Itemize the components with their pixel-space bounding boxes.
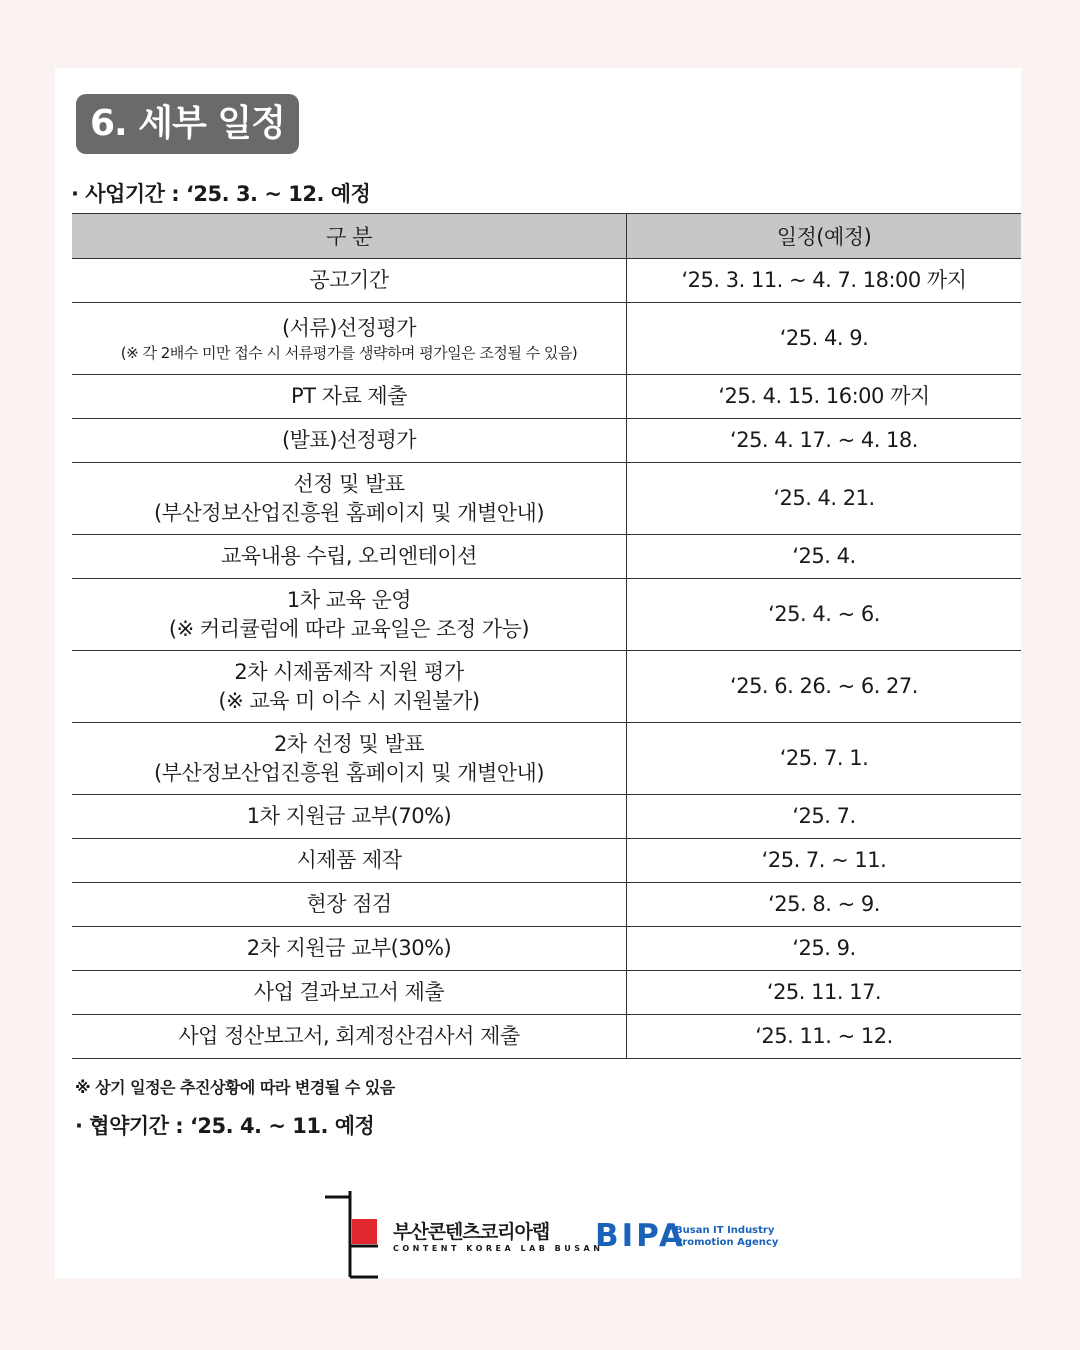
bipa-subtitle-line-2: Promotion Agency	[675, 1237, 779, 1248]
schedule-item-note: (※ 각 2배수 미만 접수 시 서류평가를 생략하며 평가일은 조정될 수 있음)	[120, 344, 578, 362]
bipa-name: BIPA	[595, 1218, 687, 1254]
schedule-date: ‘25. 7. ~ 11.	[627, 839, 1022, 883]
schedule-item	[72, 303, 627, 375]
table-row	[72, 535, 1021, 579]
schedule-item-label: 사업 정산보고서, 회계정산검사서 제출	[178, 1024, 520, 1048]
schedule-date: ‘25. 7.	[627, 795, 1022, 839]
schedule-item	[72, 419, 627, 463]
schedule-item-detail: (부산정보산업진흥원 홈페이지 및 개별안내)	[153, 760, 545, 785]
schedule-item	[72, 1015, 627, 1059]
schedule-item	[72, 971, 627, 1015]
schedule-item-label: 현장 점검	[306, 892, 392, 916]
schedule-item-label: 사업 결과보고서 제출	[253, 980, 445, 1004]
schedule-item-detail: (※ 커리큘럼에 따라 교육일은 조정 가능)	[168, 616, 530, 641]
schedule-item	[72, 927, 627, 971]
schedule-item-label: 시제품 제작	[296, 848, 402, 872]
schedule-item-label: 교육내용 수립, 오리엔테이션	[221, 544, 477, 568]
schedule-item	[72, 579, 627, 651]
table-header-row	[72, 214, 1021, 259]
business-period: · 사업기간 : ‘25. 3. ~ 12. 예정	[71, 182, 371, 206]
schedule-item	[72, 259, 627, 303]
schedule-note: ※ 상기 일정은 추진상황에 따라 변경될 수 있음	[75, 1078, 395, 1097]
schedule-date: ‘25. 4. 21.	[627, 463, 1022, 535]
schedule-date: ‘25. 4. 15. 16:00 까지	[627, 375, 1022, 419]
ckl-mark-icon	[323, 1191, 383, 1279]
table-row	[72, 927, 1021, 971]
schedule-item-detail: (※ 교육 미 이수 시 지원불가)	[218, 688, 480, 713]
schedule-date: ‘25. 6. 26. ~ 6. 27.	[627, 651, 1022, 723]
schedule-item	[72, 839, 627, 883]
schedule-item	[72, 463, 627, 535]
agreement-period: · 협약기간 : ‘25. 4. ~ 11. 예정	[75, 1114, 375, 1138]
schedule-item-label: (서류)선정평가	[281, 316, 417, 340]
schedule-date: ‘25. 8. ~ 9.	[627, 883, 1022, 927]
schedule-date: ‘25. 11. ~ 12.	[627, 1015, 1022, 1059]
schedule-item-detail: (부산정보산업진흥원 홈페이지 및 개별안내)	[153, 500, 545, 525]
schedule-date: ‘25. 4. 17. ~ 4. 18.	[627, 419, 1022, 463]
table-row	[72, 419, 1021, 463]
schedule-date: ‘25. 4. 9.	[627, 303, 1022, 375]
table-row	[72, 971, 1021, 1015]
schedule-item	[72, 375, 627, 419]
schedule-item-label: (발표)선정평가	[281, 428, 417, 452]
schedule-item	[72, 723, 627, 795]
schedule-table	[72, 213, 1021, 1059]
table-row	[72, 795, 1021, 839]
schedule-item-label: 2차 시제품제작 지원 평가	[234, 659, 464, 684]
bipa-logo	[595, 1216, 779, 1256]
ckl-logo	[323, 1191, 604, 1281]
table-row	[72, 651, 1021, 723]
schedule-date: ‘25. 7. 1.	[627, 723, 1022, 795]
table-row	[72, 375, 1021, 419]
schedule-item	[72, 795, 627, 839]
page-title: 6. 세부 일정	[76, 94, 299, 154]
table-row	[72, 883, 1021, 927]
schedule-date: ‘25. 11. 17.	[627, 971, 1022, 1015]
schedule-card	[55, 68, 1021, 1278]
bipa-subtitle	[675, 1225, 778, 1249]
table-row	[72, 723, 1021, 795]
schedule-date: ‘25. 3. 11. ~ 4. 7. 18:00 까지	[627, 259, 1022, 303]
header-schedule: 일정(예정)	[627, 214, 1022, 259]
schedule-item-label: 2차 지원금 교부(30%)	[246, 936, 452, 960]
schedule-item	[72, 651, 627, 723]
schedule-date: ‘25. 9.	[627, 927, 1022, 971]
table-row	[72, 463, 1021, 535]
schedule-item-label: 공고기간	[309, 268, 389, 292]
schedule-item-label: 선정 및 발표	[293, 471, 405, 496]
bipa-subtitle-line-1: Busan IT Industry	[675, 1225, 775, 1236]
ckl-subtitle: CONTENT KOREA LAB BUSAN	[393, 1244, 604, 1253]
schedule-item-label: 2차 선정 및 발표	[273, 731, 425, 756]
table-row	[72, 839, 1021, 883]
schedule-item	[72, 883, 627, 927]
schedule-date: ‘25. 4.	[627, 535, 1022, 579]
table-row	[72, 1015, 1021, 1059]
schedule-item-label: 1차 지원금 교부(70%)	[246, 804, 452, 828]
ckl-name: 부산콘텐츠코리아랩	[393, 1221, 550, 1243]
schedule-item	[72, 535, 627, 579]
header-category: 구 분	[72, 214, 627, 259]
schedule-item-label: PT 자료 제출	[291, 384, 407, 408]
table-row	[72, 259, 1021, 303]
schedule-date: ‘25. 4. ~ 6.	[627, 579, 1022, 651]
table-row	[72, 579, 1021, 651]
schedule-item-label: 1차 교육 운영	[286, 587, 412, 612]
table-row	[72, 303, 1021, 375]
